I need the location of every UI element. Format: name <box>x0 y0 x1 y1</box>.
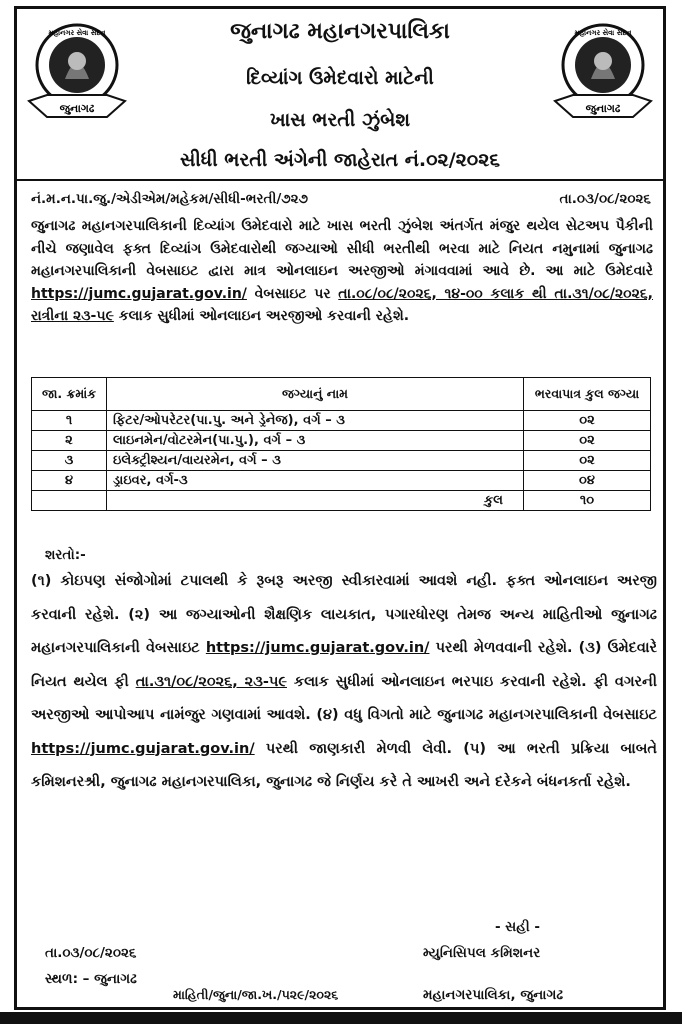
footer-place: સ્થળ: – જુનાગઢ <box>45 971 137 987</box>
terms-title: શરતો:- <box>45 547 86 563</box>
col-header-serial: જા. ક્રમાંક <box>32 378 107 411</box>
table-total-row <box>32 491 651 511</box>
subtitle-line-2: ખાસ ભરતી ઝુંબેશ <box>270 109 410 131</box>
svg-text:મહાનગર સેવા સદન: મહાનગર સેવા સદન <box>48 29 106 37</box>
table-row <box>32 411 651 431</box>
posts-table <box>31 377 651 511</box>
svg-text:મહાનગર સેવા સદન: મહાનગર સેવા સદન <box>574 29 632 37</box>
col-header-post-name: જગ્યાનું નામ <box>107 378 524 411</box>
terms-text-2: પરથી મેળવવાની રહેશે. (૩) ઉમેદવારે નિયત થયેલ ફી <box>31 640 657 690</box>
svg-text:જુનાગઢ: જુનાગઢ <box>59 102 95 115</box>
intro-text-2: વેબસાઇટ પર <box>254 285 331 302</box>
footer-date: તા.૦૩/૦૮/૨૦૨૬ <box>45 945 137 961</box>
cell-serial: ૩ <box>32 451 107 471</box>
col-header-vacancies: ભરવાપાત્ર કુલ જગ્યા <box>524 378 651 411</box>
reference-number: નં.મ.ન.પા.જુ./એડીએમ/મહેકમ/સીધી-ભરતી/૭૨૭ <box>31 191 308 207</box>
cell-serial: ૧ <box>32 411 107 431</box>
terms-text-4: પરથી જાણકારી મેળવી લેવી. (૫) આ ભરતી પ્રક્રિયા બાબતે કમિશનરશ્રી, જુનાગઢ મહાનગરપાલિકા, જુનાગઢ જે નિર્ણય કરે તે આખરી અને દરેકને બંધનકર્તા રહેશે. <box>31 740 657 790</box>
total-value: ૧૦ <box>524 491 651 511</box>
table-row <box>32 431 651 451</box>
terms-text-1: (૧) કોઇપણ સંજોગોમાં ટપાલથી કે રૂબરૂ અરજી સ્વીકારવામાં આવશે નહી. ફક્ત ઓનલાઇન અરજી કરવાની રહેશે. (૨) આ જગ્યાઓની શૈક્ષણિક લાયકાત, પગારધોરણ તેમજ અન્ય માહિતીઓ જુનાગઢ મહાનગરપાલિકાની વેબસાઇટ <box>31 573 657 656</box>
terms-text-3: કલાક સુધીમાં ઓનલાઇન ભરપાઇ કરવાની રહેશે. ફી વગરની અરજીઓ આપોઆપ નામંજુર ગણવામાં આવશે. (૪) વધુ વિગતો માટે જુનાગઢ મહાનગરપાલિકાની વેબસાઇટ <box>31 673 657 723</box>
website-link[interactable]: https://jumc.gujarat.gov.in/ <box>31 285 247 302</box>
signed-marker: - સહી - <box>495 919 541 935</box>
reference-date: તા.૦૩/૦૮/૨૦૨૬ <box>559 191 651 207</box>
subtitle-line-1: દિવ્યાંગ ઉમેદવારો માટેની <box>246 67 434 89</box>
website-link[interactable]: https://jumc.gujarat.gov.in/ <box>31 740 255 757</box>
commissioner-designation: મ્યુનિસિપલ કમિશનર <box>423 945 541 961</box>
commissioner-org: મહાનગરપાલિકા, જુનાગઢ <box>423 987 564 1003</box>
table-header-row <box>32 378 651 411</box>
cell-vacancies: ૦૨ <box>524 431 651 451</box>
cell-post-name: ઇલેક્ટ્રીશ્યન/વાયરમેન, વર્ગ – ૩ <box>107 451 524 471</box>
cell-post-name: ફિટર/ઓપરેટર(પા.પુ. અને ડ્રેનેજ), વર્ગ – ૩ <box>107 411 524 431</box>
intro-text-3: કલાક સુધીમાં ઓનલાઇન અરજીઓ કરવાની રહેશે. <box>118 308 410 324</box>
reference-line <box>31 191 651 207</box>
cell-serial: ૨ <box>32 431 107 451</box>
notice-header <box>17 9 663 175</box>
header-divider <box>17 179 663 181</box>
notice-frame <box>14 6 666 1010</box>
notice-title: સીધી ભરતી અંગેની જાહેરાત નં.૦૨/૨૦૨૬ <box>179 149 501 171</box>
municipal-seal-right <box>551 17 655 127</box>
fee-deadline: તા.૩૧/૦૮/૨૦૨૬, ૨૩-૫૯ <box>135 673 287 690</box>
terms-paragraph <box>31 565 657 800</box>
table-row <box>32 451 651 471</box>
bottom-bar <box>0 1012 682 1024</box>
cell-post-name: ડ્રાઇવર, વર્ગ-૩ <box>107 471 524 491</box>
website-link[interactable]: https://jumc.gujarat.gov.in/ <box>205 640 430 656</box>
info-reference: માહિતી/જુના/જા.ખ./૫૨૯/૨૦૨૬ <box>173 987 339 1002</box>
municipal-seal-left <box>25 17 129 127</box>
cell-vacancies: ૦૪ <box>524 471 651 491</box>
intro-paragraph <box>31 215 653 328</box>
svg-text:જુનાગઢ: જુનાગઢ <box>585 102 621 115</box>
cell-vacancies: ૦૨ <box>524 411 651 431</box>
total-label: કુલ <box>107 491 524 511</box>
cell-empty <box>32 491 107 511</box>
cell-serial: ૪ <box>32 471 107 491</box>
cell-post-name: લાઇનમેન/વોટરમેન(પા.પુ.), વર્ગ – ૩ <box>107 431 524 451</box>
organization-title: જુનાગઢ મહાનગરપાલિકા <box>230 19 450 44</box>
application-date-range: તા.૦૮/૦૮/૨૦૨૬, ૧૪-૦૦ કલાક થી તા.૩૧/૦૮/૨૦૨૬, રાત્રીના ૨૩-૫૯ <box>31 285 653 324</box>
cell-vacancies: ૦૨ <box>524 451 651 471</box>
table-row <box>32 471 651 491</box>
intro-text-1: જુનાગઢ મહાનગરપાલિકાની દિવ્યાંગ ઉમેદવારો માટે ખાસ ભરતી ઝુંબેશ અંતર્ગત મંજુર થયેલ સેટઅપ પૈકીની નીચે જણાવેલ ફક્ત દિવ્યાંગ ઉમેદવારોથી જગ્યાઓ સીધી ભરતીથી ભરવા માટે નિયત નમુનામાં જુનાગઢ મહાનગરપાલિકાની વેબસાઇટ દ્વારા માત્ર ઓનલાઇન અરજીઓ મંગાવવામાં આવે છે. આ માટે ઉમેદવારે <box>31 218 653 279</box>
